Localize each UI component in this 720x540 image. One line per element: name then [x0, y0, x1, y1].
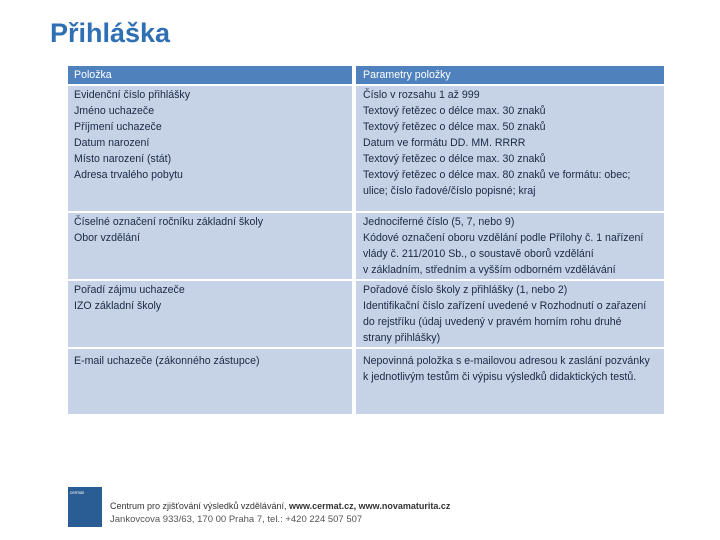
preference-params-cell [356, 281, 664, 347]
header-parameters: Parametry položky [356, 66, 664, 84]
email-params-cell [356, 349, 664, 414]
table-row-personal [68, 86, 664, 211]
param-text: Textový řetězec o délce max. 30 znaků [363, 153, 546, 165]
item-label: Jméno uchazeče [74, 105, 155, 117]
param-text: Datum ve formátu DD. MM. RRRR [363, 137, 526, 149]
table-row-preference [68, 281, 664, 347]
param-text: v základním, středním a vyšším odborném vzdělávání [363, 264, 616, 276]
table-row-email [68, 349, 664, 414]
param-text: strany přihlášky) [363, 332, 441, 344]
item-label: Adresa trvalého pobytu [74, 169, 183, 181]
param-text: Číslo v rozsahu 1 až 999 [363, 89, 480, 101]
parameters-table [68, 66, 664, 414]
footer-address: Jankovcova 933/63, 170 00 Praha 7, tel.: +420 224 507 507 [110, 514, 363, 525]
table-row-school [68, 213, 664, 279]
item-label: IZO základní školy [74, 300, 162, 312]
param-text: Textový řetězec o délce max. 30 znaků [363, 105, 546, 117]
item-label: Datum narození [74, 137, 150, 149]
personal-items-cell [68, 86, 352, 211]
item-label: Obor vzdělání [74, 232, 140, 244]
footer [68, 487, 668, 527]
param-text: Nepovinná položka s e-mailovou adresou k zaslání pozvánky [363, 355, 650, 367]
logo-text: cermat [70, 490, 84, 495]
param-text: do rejstříku (údaj uvedený v pravém horním rohu druhé [363, 316, 622, 328]
param-text: Jednociferné číslo (5, 7, nebo 9) [363, 216, 515, 228]
footer-org-name: Centrum pro zjišťování výsledků vzdělávání, [110, 501, 289, 511]
param-text: Textový řetězec o délce max. 50 znaků [363, 121, 546, 133]
item-label: Příjmení uchazeče [74, 121, 162, 133]
personal-params-cell [356, 86, 664, 211]
footer-links[interactable]: www.cermat.cz, www.novamaturita.cz [288, 501, 451, 511]
param-text: Textový řetězec o délce max. 80 znaků ve formátu: obec; [363, 169, 631, 181]
email-items-cell [68, 349, 352, 414]
param-text: vlády č. 211/2010 Sb., o soustavě oborů vzdělání [363, 248, 594, 260]
page-title: Přihláška [50, 18, 171, 48]
item-label: Místo narození (stát) [74, 153, 172, 165]
school-items-cell [68, 213, 352, 279]
param-text: ulice; číslo řadové/číslo popisné; kraj [363, 185, 536, 197]
param-text: Pořadové číslo školy z přihlášky (1, nebo 2) [363, 284, 568, 296]
table-header-row [68, 66, 664, 84]
item-label: Pořadí zájmu uchazeče [74, 284, 185, 296]
param-text: k jednotlivým testům či výpisu výsledků didaktických testů. [363, 371, 637, 383]
cermat-logo [68, 487, 102, 527]
item-label: Evidenční číslo přihlášky [74, 89, 190, 101]
item-label: E-mail uchazeče (zákonného zástupce) [74, 355, 260, 367]
param-text: Identifikační číslo zařízení uvedené v Rozhodnutí o zařazení [363, 300, 647, 312]
item-label: Číselné označení ročníku základní školy [74, 216, 264, 228]
preference-items-cell [68, 281, 352, 347]
footer-org-line [110, 501, 450, 511]
header-item: Položka [68, 66, 352, 84]
param-text: Kódové označení oboru vzdělání podle Přílohy č. 1 nařízení [363, 232, 644, 244]
school-params-cell [356, 213, 664, 279]
